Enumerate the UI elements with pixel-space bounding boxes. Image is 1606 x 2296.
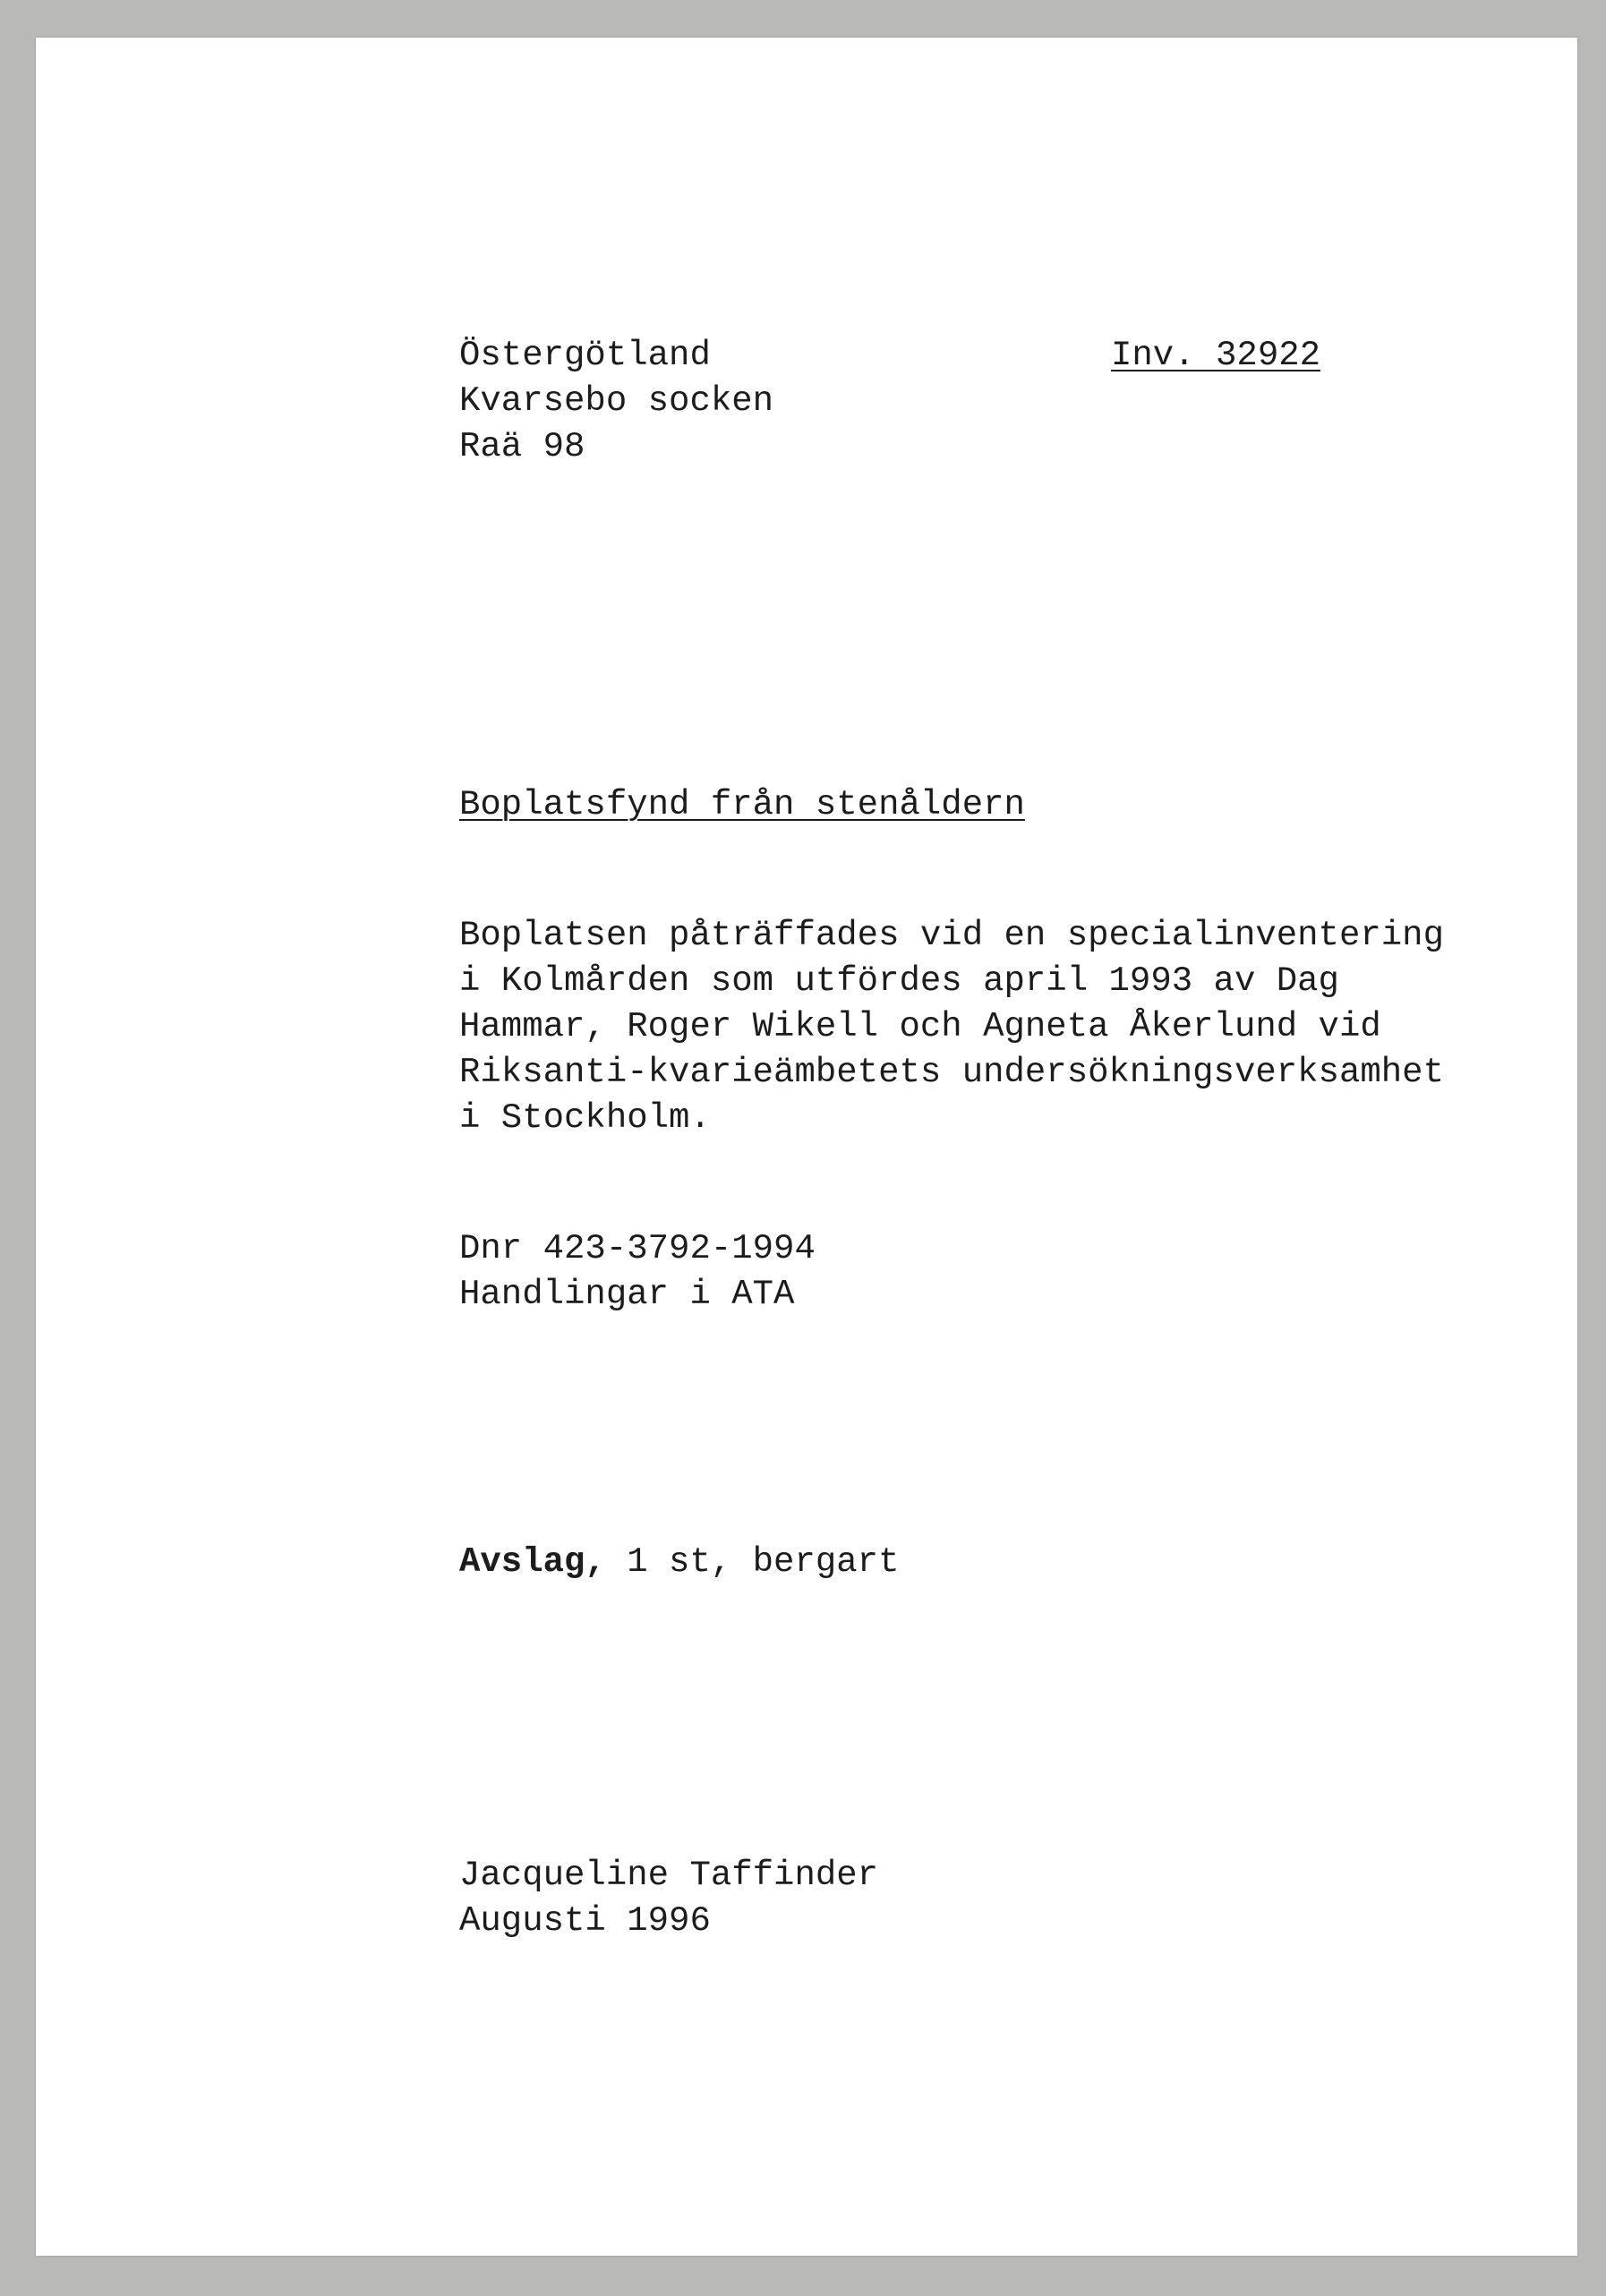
finds-label: Avslag, (459, 1542, 606, 1582)
body-line: i Stockholm. (459, 1098, 711, 1138)
archive-reference: Handlingar i ATA (459, 1275, 795, 1314)
county: Östergötland (459, 336, 711, 375)
finds-detail: 1 st, bergart (605, 1542, 900, 1582)
raa-number: Raä 98 (459, 427, 585, 466)
finds-entry (459, 1540, 899, 1585)
document-title: Boplatsfynd från stenåldern (459, 785, 1025, 824)
body-line: Hammar, Roger Wikell och Agneta Åkerlund vid (459, 1007, 1381, 1046)
dnr-reference: Dnr 423-3792-1994 (459, 1229, 816, 1268)
parish: Kvarsebo socken (459, 381, 774, 421)
document-page (36, 38, 1577, 2256)
body-line: Riksanti-kvarieämbetets undersökningsverksamhet (459, 1053, 1444, 1092)
author-name: Jacqueline Taffinder (459, 1856, 879, 1895)
document-date: Augusti 1996 (459, 1901, 711, 1941)
body-line: Boplatsen påträffades vid en specialinventering (459, 916, 1444, 955)
inventory-number: Inv. 32922 (1111, 336, 1321, 375)
body-line: i Kolmården som utfördes april 1993 av Dag (459, 961, 1339, 1001)
